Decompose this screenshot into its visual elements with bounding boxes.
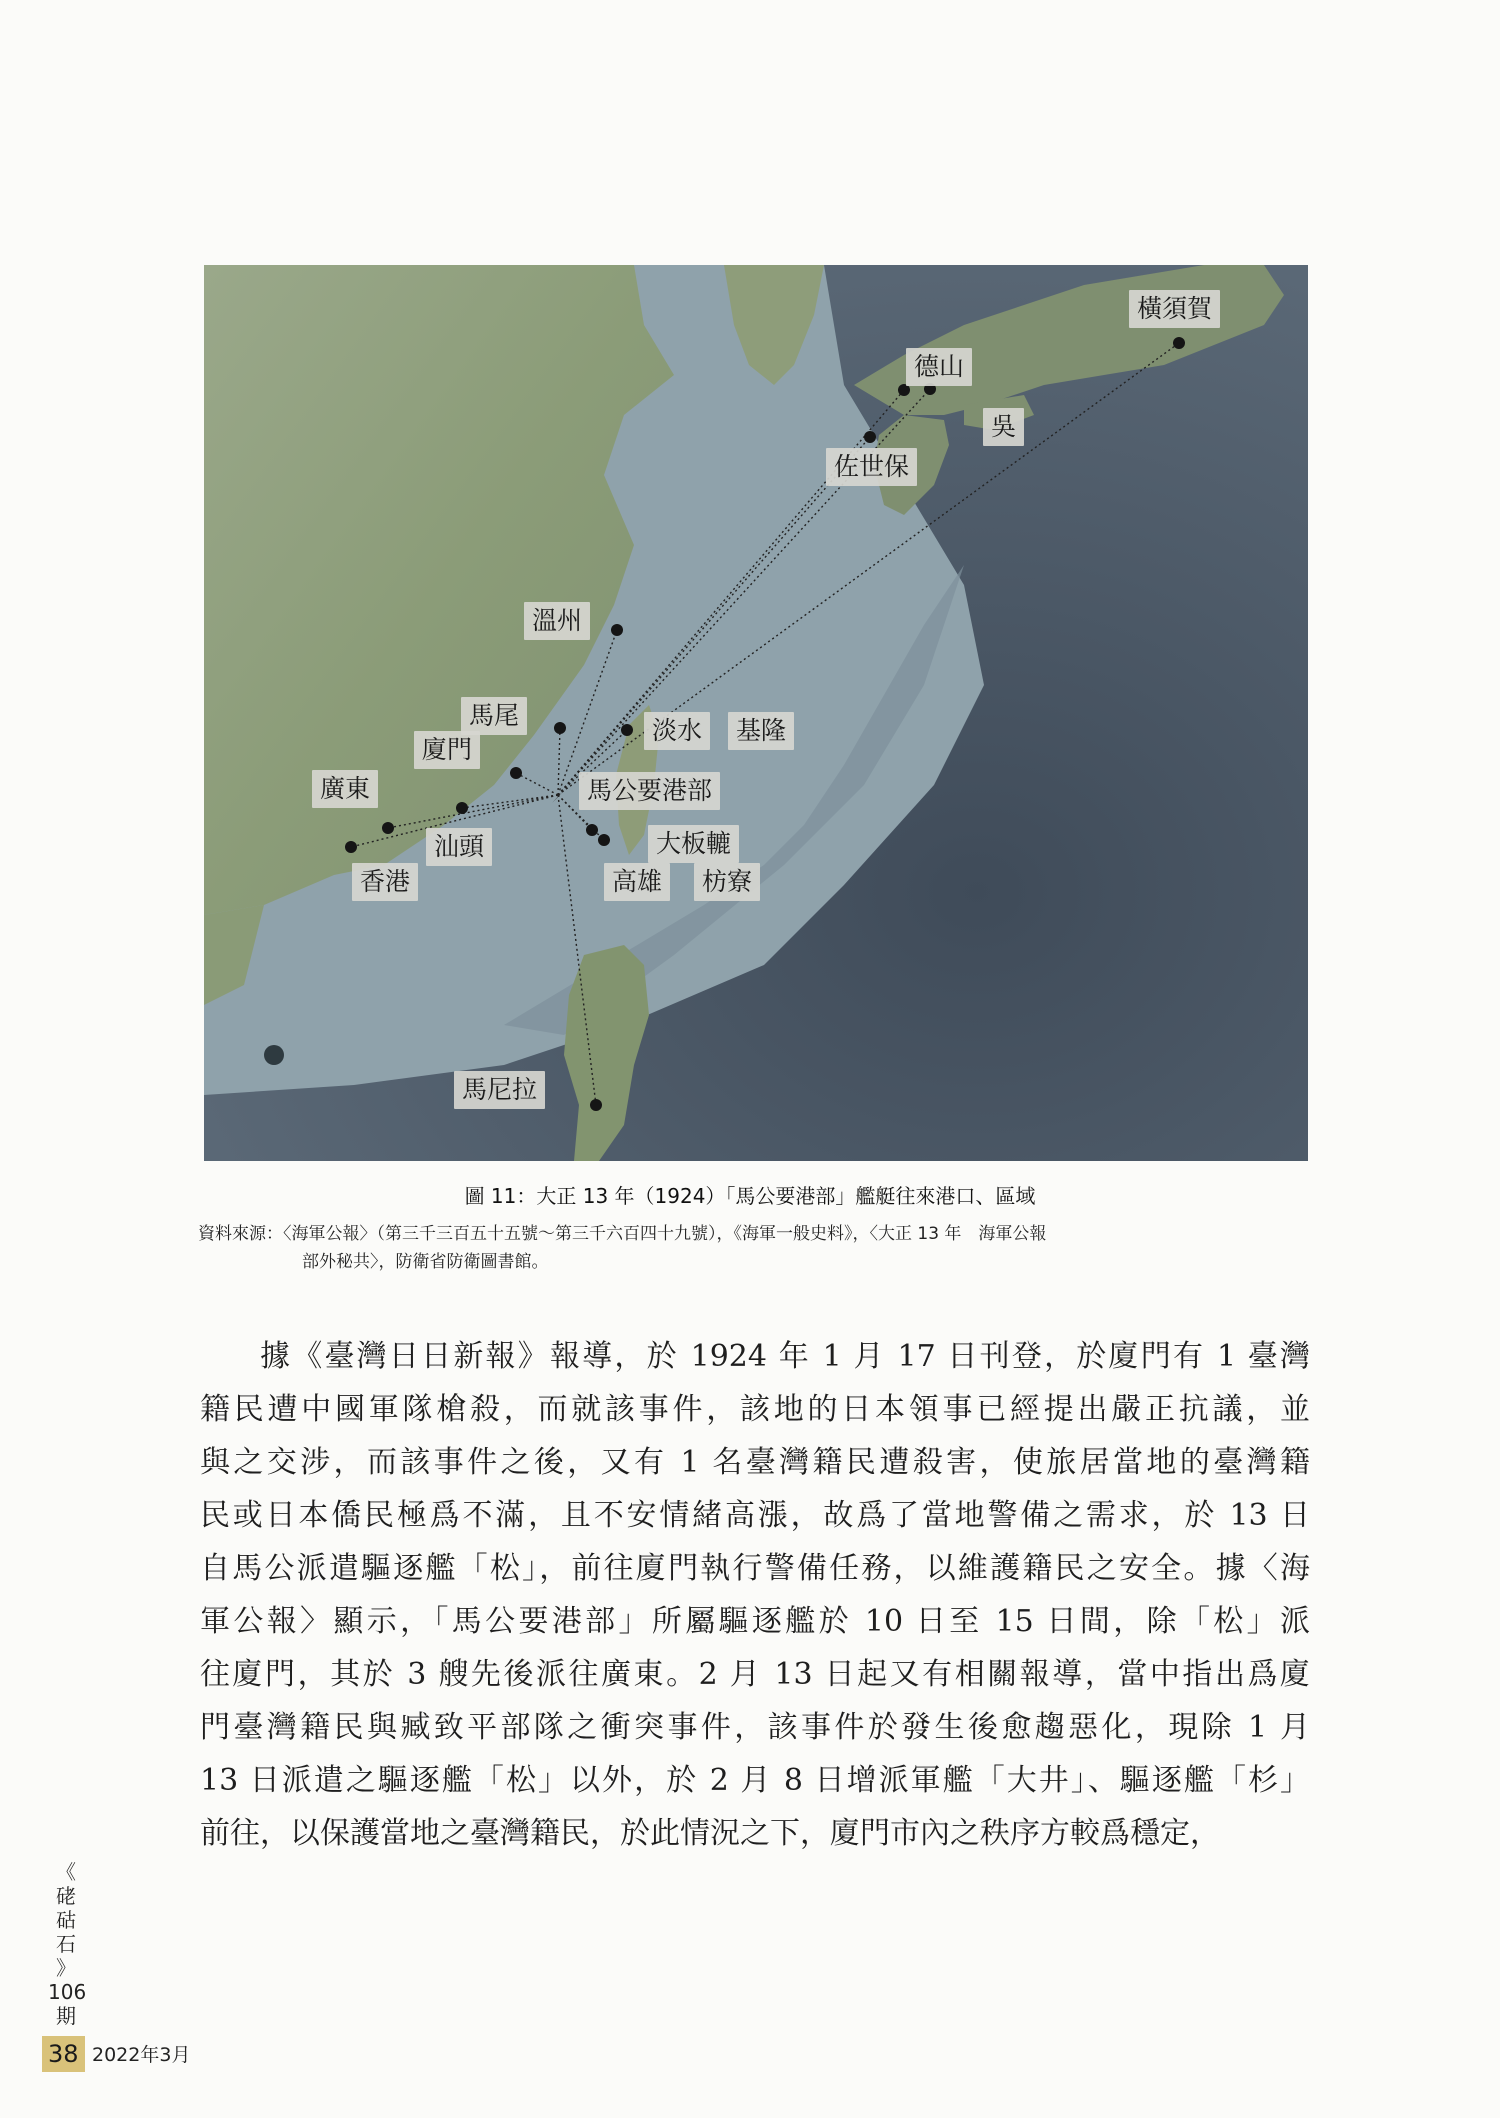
label-manila: 馬尼拉 xyxy=(454,1071,545,1109)
label-tamsui: 淡水 xyxy=(644,712,710,750)
body-line: 民或日本僑民極爲不滿，且不安情緒高漲，故爲了當地警備之需求，於 13 日 xyxy=(200,1498,1310,1533)
body-line: 據《臺灣日日新報》報導，於 1924 年 1 月 17 日刊登，於廈門有 1 臺灣 xyxy=(260,1339,1310,1374)
label-dabanli: 大板轆 xyxy=(648,825,739,863)
label-guangdong: 廣東 xyxy=(312,770,378,808)
label-keelung: 基隆 xyxy=(728,712,794,750)
label-sasebo: 佐世保 xyxy=(826,448,917,486)
label-yokosuka: 橫須賀 xyxy=(1129,290,1220,328)
figure-caption: 圖 11：大正 13 年（1924）「馬公要港部」艦艇往來港口、區域 xyxy=(464,1184,1036,1208)
label-wenzhou: 溫州 xyxy=(524,602,590,640)
issue-date: 2022年3月 xyxy=(92,2044,191,2066)
label-mako: 馬公要港部 xyxy=(579,772,720,810)
body-line: 籍民遭中國軍隊槍殺，而就該事件，該地的日本領事已經提出嚴正抗議，並 xyxy=(200,1392,1310,1427)
label-kure: 吳 xyxy=(983,408,1024,446)
label-fangliao: 枋寮 xyxy=(694,863,760,901)
body-line: 13 日派遣之驅逐艦「松」以外，於 2 月 8 日增派軍艦「大井」、驅逐艦「杉」 xyxy=(200,1763,1310,1798)
figure-source xyxy=(198,1220,1308,1276)
label-mawei: 馬尾 xyxy=(461,697,527,735)
source-line-2: 部外秘共〉，防衛省防衛圖書館。 xyxy=(302,1252,549,1272)
body-line: 往廈門，其於 3 艘先後派往廣東。2 月 13 日起又有相關報導，當中指出爲廈 xyxy=(200,1657,1310,1692)
magazine-title-vertical: 《 硓 𥑮 石 》 106 期 xyxy=(48,1860,87,2028)
body-line: 軍公報〉顯示，「馬公要港部」所屬驅逐艦於 10 日至 15 日間，除「松」派 xyxy=(200,1604,1310,1639)
body-line: 與之交涉，而該事件之後，又有 1 名臺灣籍民遭殺害，使旅居當地的臺灣籍 xyxy=(200,1445,1310,1480)
label-kaohsiung: 高雄 xyxy=(604,863,670,901)
source-line-1: 資料來源：〈海軍公報〉（第三千三百五十五號～第三千六百四十九號），《海軍一般史料》，〈大正 13 年 海軍公報 xyxy=(198,1224,1047,1244)
label-xiamen: 廈門 xyxy=(414,731,480,769)
route-map xyxy=(204,265,1308,1161)
label-tokuyama: 德山 xyxy=(906,348,972,386)
label-hongkong: 香港 xyxy=(352,863,418,901)
page-number: 38 xyxy=(42,2036,85,2072)
label-shantou: 汕頭 xyxy=(426,828,492,866)
body-paragraph xyxy=(200,1330,1310,1860)
body-line: 前往，以保護當地之臺灣籍民，於此情況之下，廈門市內之秩序方較爲穩定， xyxy=(200,1816,1220,1851)
body-line: 門臺灣籍民與臧致平部隊之衝突事件，該事件於發生後愈趨惡化，現除 1 月 xyxy=(200,1710,1310,1745)
body-line: 自馬公派遣驅逐艦「松」，前往廈門執行警備任務，以維護籍民之安全。據〈海 xyxy=(200,1551,1310,1586)
